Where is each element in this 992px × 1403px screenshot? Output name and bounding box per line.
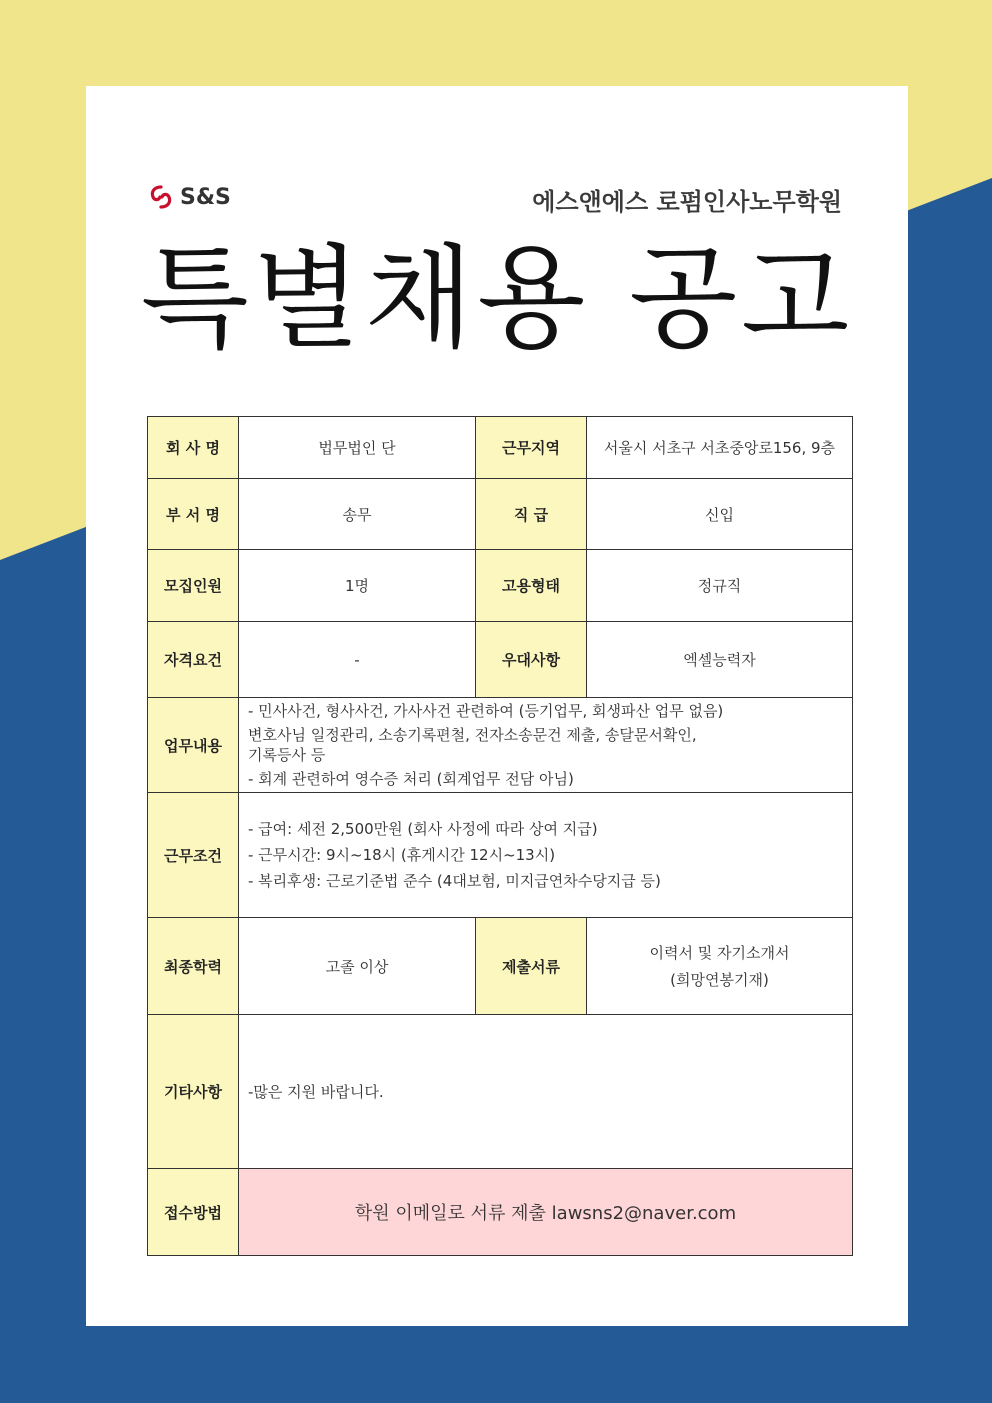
conditions-label: 근무조건 [148,793,239,918]
logo-text: S&S [180,184,231,210]
table-row [148,793,853,918]
table-row [148,698,853,793]
documents-value [587,918,853,1015]
documents-line: 이력서 및 자기소개서 [649,943,790,962]
duties-line: - 민사사건, 형사사건, 가사사건 관련하여 (등기업무, 회생파산 업무 없음) [248,702,724,720]
education-label: 최종학력 [148,918,239,1015]
poster-card [86,86,908,1326]
table-row [148,918,853,1015]
logo-mark-icon [148,184,174,210]
department-label: 부 서 명 [148,479,239,550]
table-row [148,417,853,479]
duties-line: - 회계 관련하여 영수증 처리 (회계업무 전담 아님) [248,770,574,788]
job-info-table [147,416,853,1256]
table-row [148,550,853,622]
headcount-label: 모집인원 [148,550,239,622]
location-value [587,417,853,479]
documents-label: 제출서류 [476,918,587,1015]
rank-value: 신입 [587,479,853,550]
table-row [148,479,853,550]
qualification-value: - [239,622,476,698]
department-value: 송무 [239,479,476,550]
duties-label: 업무내용 [148,698,239,793]
employment-value: 정규직 [587,550,853,622]
preference-value: 엑셀능력자 [587,622,853,698]
employment-label: 고용형태 [476,550,587,622]
apply-label: 접수방법 [148,1169,239,1256]
duties-line: 기록등사 등 [248,746,326,764]
etc-label: 기타사항 [148,1015,239,1169]
etc-value: -많은 지원 바랍니다. [239,1015,853,1169]
headcount-value: 1명 [239,550,476,622]
rank-label: 직 급 [476,479,587,550]
table-row [148,1169,853,1256]
table-row [148,1015,853,1169]
apply-value: 학원 이메일로 서류 제출 lawsns2@naver.com [239,1169,853,1256]
company-label: 회 사 명 [148,417,239,479]
academy-name: 에스앤에스 로펌인사노무학원 [532,188,842,216]
company-value: 법무법인 단 [239,417,476,479]
conditions-line: - 근무시간: 9시~18시 (휴게시간 12시~13시) [248,846,556,864]
conditions-value [239,793,853,918]
education-value: 고졸 이상 [239,918,476,1015]
table-row [148,622,853,698]
preference-label: 우대사항 [476,622,587,698]
conditions-line: - 급여: 세전 2,500만원 (회사 사정에 따라 상여 지급) [248,820,598,838]
conditions-line: - 복리후생: 근로기준법 준수 (4대보험, 미지급연차수당지급 등) [248,872,661,890]
duties-line: 변호사님 일정관리, 소송기록편철, 전자소송문건 제출, 송달문서확인, [248,726,697,744]
location-text: 서울시 서초구 서초중앙로156, 9층 [603,438,836,457]
duties-value [239,698,853,793]
documents-line: (희망연봉기재) [670,970,769,989]
logo [148,182,231,212]
qualification-label: 자격요건 [148,622,239,698]
page-title: 특별채용 공고 [140,234,854,364]
location-label: 근무지역 [476,417,587,479]
